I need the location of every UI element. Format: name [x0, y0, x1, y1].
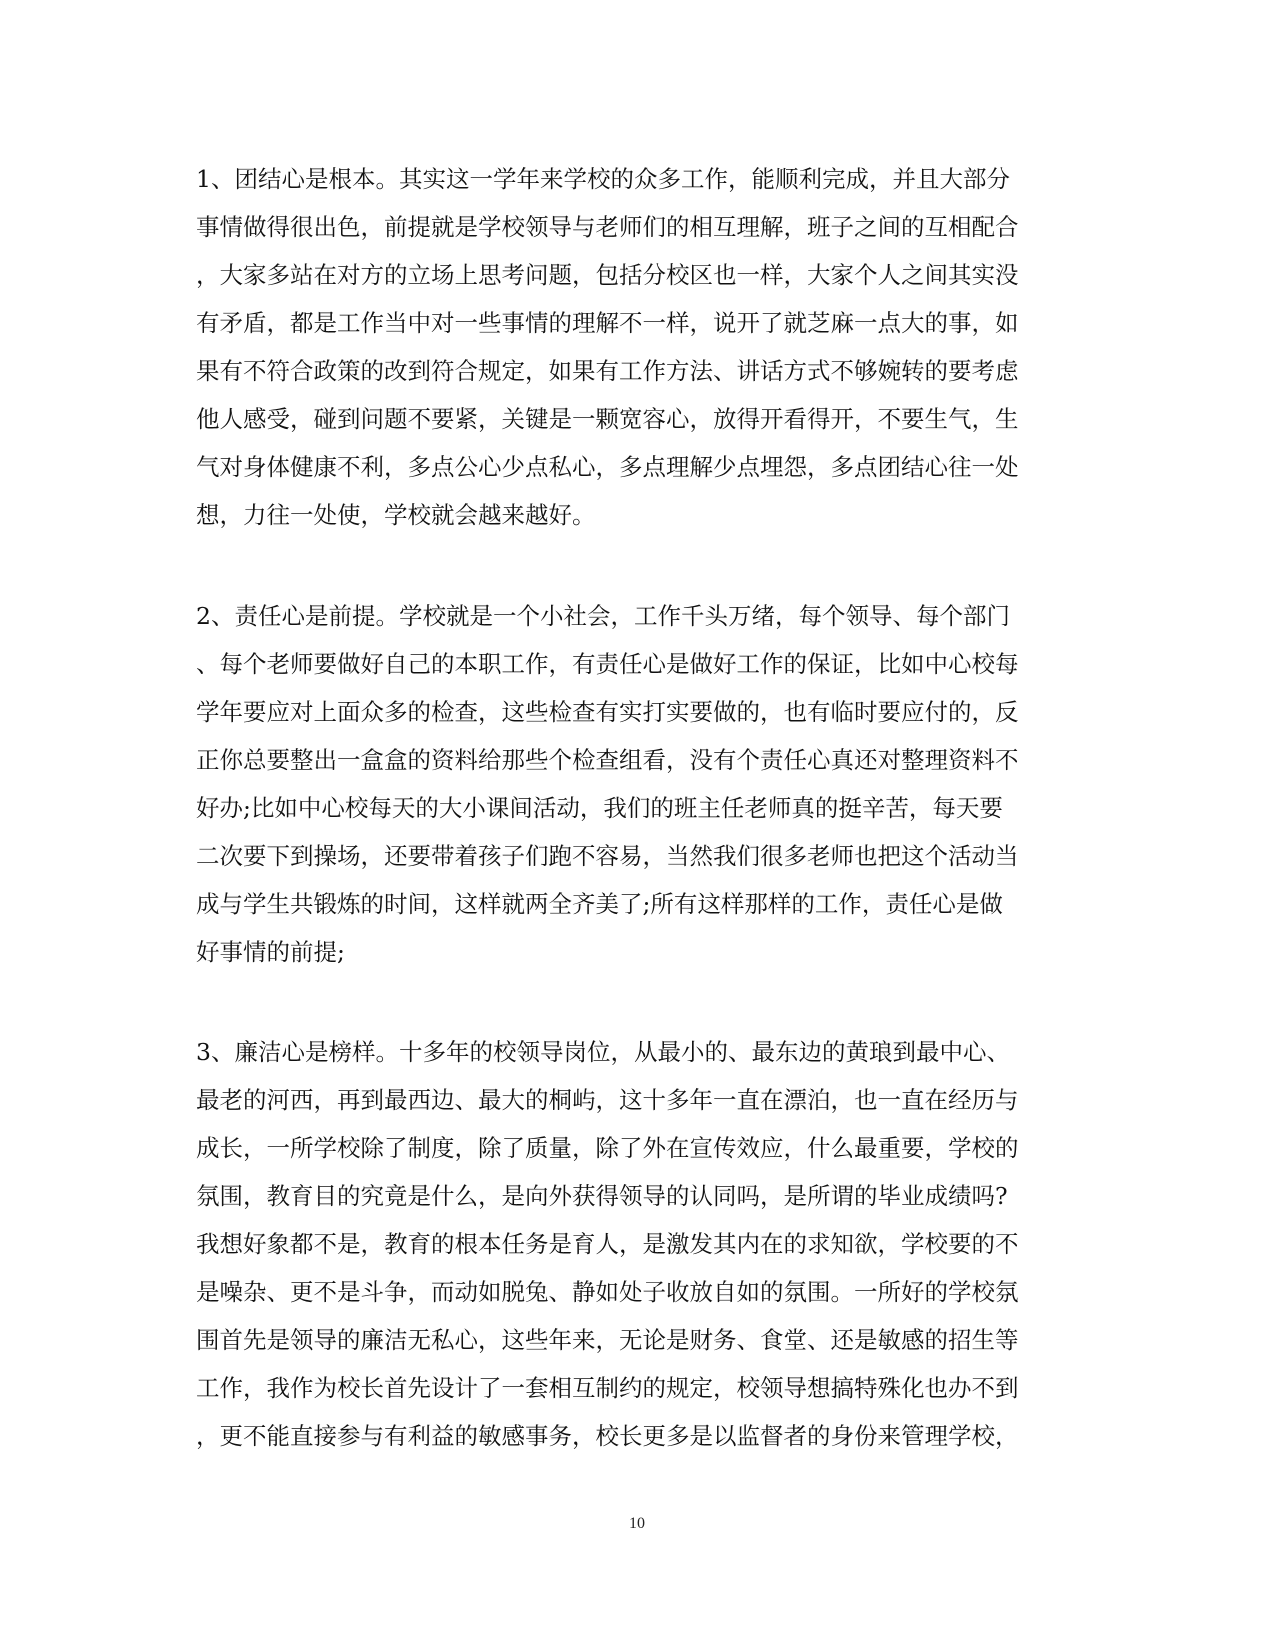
text-line: 气对身体健康不利，多点公心少点私心，多点理解少点埋怨，多点团结心往一处	[196, 453, 1019, 481]
text-line: 他人感受，碰到问题不要紧，关键是一颗宽容心，放得开看得开，不要生气，生	[196, 405, 1019, 433]
text-line: 最老的河西，再到最西边、最大的桐屿，这十多年一直在漂泊，也一直在经历与	[196, 1086, 1019, 1114]
text-line: 是噪杂、更不是斗争，而动如脱兔、静如处子收放自如的氛围。一所好的学校氛	[196, 1278, 1019, 1306]
text-line: 成与学生共锻炼的时间，这样就两全齐美了;所有这样那样的工作，责任心是做	[196, 890, 1003, 918]
text-line: ，更不能直接参与有利益的敏感事务，校长更多是以监督者的身份来管理学校，	[196, 1422, 1019, 1450]
text-line: 围首先是领导的廉洁无私心，这些年来，无论是财务、食堂、还是敏感的招生等	[196, 1326, 1019, 1354]
text-line: 学年要应对上面众多的检查，这些检查有实打实要做的，也有临时要应付的，反	[196, 698, 1019, 726]
text-line: 、每个老师要做好自己的本职工作，有责任心是做好工作的保证，比如中心校每	[196, 650, 1019, 678]
page-number: 10	[629, 1515, 645, 1532]
text-line: 3、廉洁心是榜样。十多年的校领导岗位，从最小的、最东边的黄琅到最中心、	[196, 1038, 1010, 1066]
text-line: 我想好象都不是，教育的根本任务是育人，是激发其内在的求知欲，学校要的不	[196, 1230, 1019, 1258]
paragraph-responsibility	[196, 592, 1076, 976]
text-line: 正你总要整出一盒盒的资料给那些个检查组看，没有个责任心真还对整理资料不	[196, 746, 1019, 774]
paragraph-integrity	[196, 1028, 1076, 1460]
text-line: 二次要下到操场，还要带着孩子们跑不容易，当然我们很多老师也把这个活动当	[196, 842, 1019, 870]
text-line: 果有不符合政策的改到符合规定，如果有工作方法、讲话方式不够婉转的要考虑	[196, 357, 1019, 385]
text-line: 1、团结心是根本。其实这一学年来学校的众多工作，能顺利完成，并且大部分	[196, 165, 1010, 193]
text-line: 想，力往一处使，学校就会越来越好。	[196, 501, 596, 529]
paragraph-unity	[196, 155, 1076, 539]
text-line: 工作，我作为校长首先设计了一套相互制约的规定，校领导想搞特殊化也办不到	[196, 1374, 1019, 1402]
text-line: ，大家多站在对方的立场上思考问题，包括分校区也一样，大家个人之间其实没	[196, 261, 1019, 289]
text-line: 事情做得很出色，前提就是学校领导与老师们的相互理解，班子之间的互相配合	[196, 213, 1019, 241]
text-line: 氛围，教育目的究竟是什么，是向外获得领导的认同吗，是所谓的毕业成绩吗?	[196, 1182, 1008, 1210]
text-line: 成长，一所学校除了制度，除了质量，除了外在宣传效应，什么最重要，学校的	[196, 1134, 1019, 1162]
text-line: 有矛盾，都是工作当中对一些事情的理解不一样，说开了就芝麻一点大的事，如	[196, 309, 1019, 337]
text-line: 2、责任心是前提。学校就是一个小社会，工作千头万绪，每个领导、每个部门	[196, 602, 1010, 630]
text-line: 好事情的前提;	[196, 938, 345, 966]
text-line: 好办;比如中心校每天的大小课间活动，我们的班主任老师真的挺辛苦，每天要	[196, 794, 1003, 822]
